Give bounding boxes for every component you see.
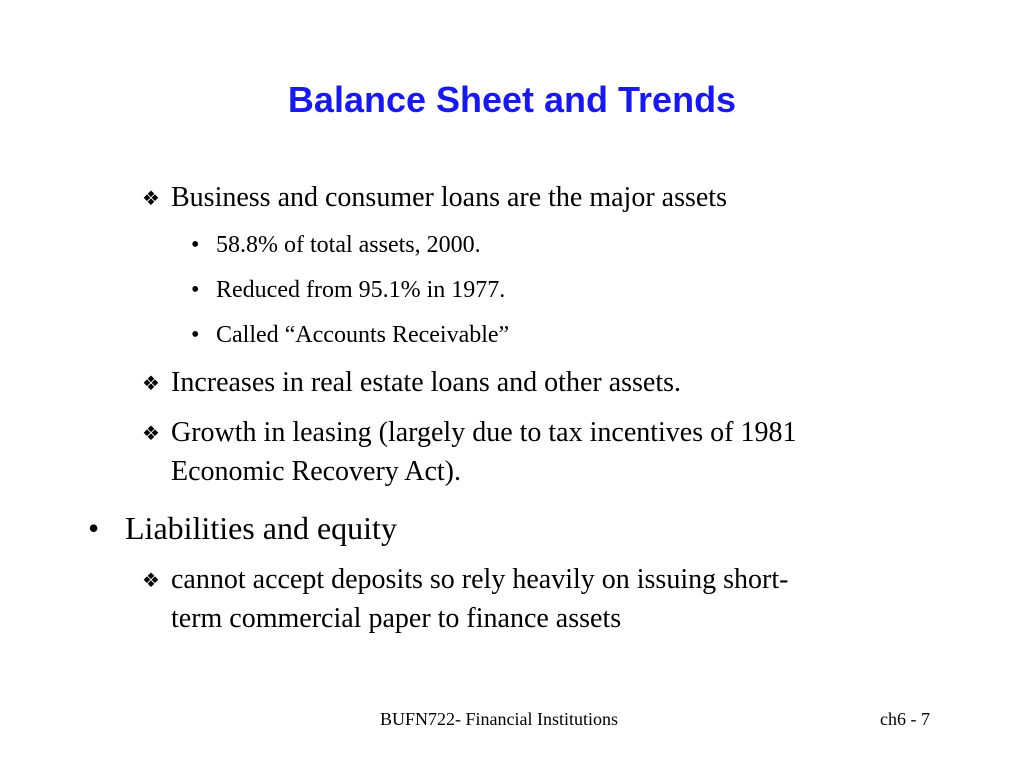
bullet-dot-icon: • bbox=[191, 232, 200, 258]
sub-item-total-assets: 58.8% of total assets, 2000. bbox=[216, 232, 481, 258]
sub-bullet-deposits-line1: cannot accept deposits so rely heavily on issuing short- bbox=[171, 564, 789, 595]
slide-title: Balance Sheet and Trends bbox=[287, 79, 737, 120]
diamond-bullet-icon: ❖ bbox=[142, 371, 160, 395]
sub-bullet-leasing-line1: Growth in leasing (largely due to tax incentives of 1981 bbox=[171, 417, 797, 448]
sub-bullet-deposits-line2: term commercial paper to finance assets bbox=[171, 603, 622, 634]
sub-item-reduced-from: Reduced from 95.1% in 1977. bbox=[216, 277, 506, 303]
sub-bullet-business-loans: Business and consumer loans are the major assets bbox=[171, 182, 727, 213]
bullet-dot-icon: • bbox=[191, 322, 200, 348]
footer-course: BUFN722- Financial Institutions bbox=[380, 709, 618, 729]
main-bullet-liabilities: Liabilities and equity bbox=[125, 510, 397, 546]
diamond-bullet-icon: ❖ bbox=[142, 186, 160, 210]
sub-bullet-leasing-line2: Economic Recovery Act). bbox=[171, 456, 462, 487]
footer-page-number: ch6 - 7 bbox=[880, 709, 930, 729]
diamond-bullet-icon: ❖ bbox=[142, 568, 160, 592]
sub-item-accounts-receivable: Called “Accounts Receivable” bbox=[216, 322, 510, 348]
bullet-dot-icon: • bbox=[88, 510, 100, 546]
bullet-dot-icon: • bbox=[191, 277, 200, 303]
sub-bullet-real-estate: Increases in real estate loans and other assets. bbox=[171, 367, 682, 398]
diamond-bullet-icon: ❖ bbox=[142, 421, 160, 445]
